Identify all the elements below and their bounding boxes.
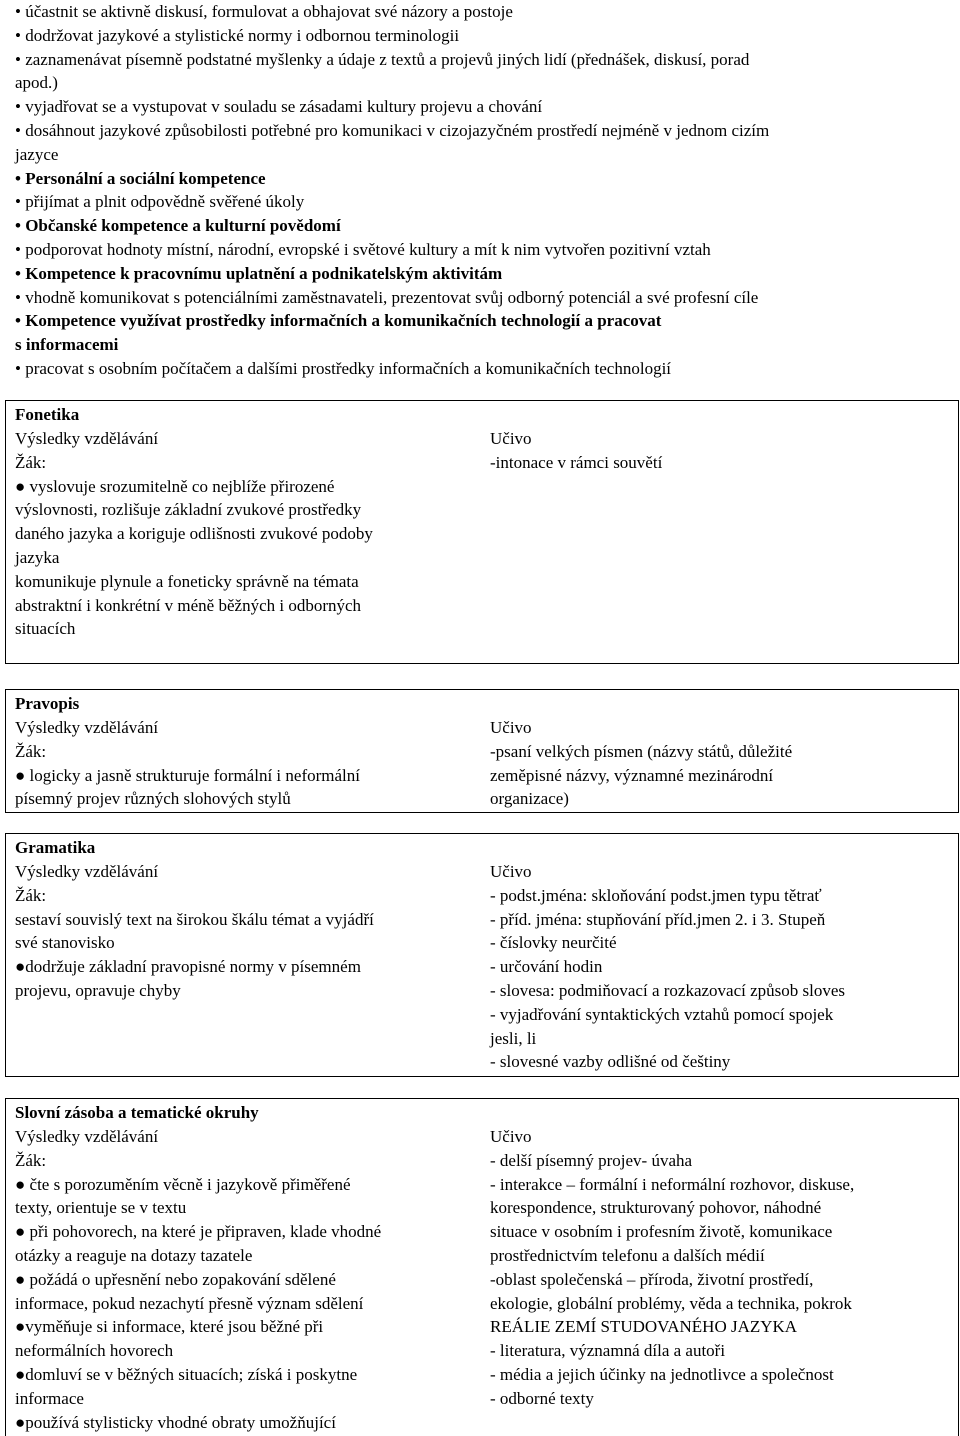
intro-line: jazyce [15, 144, 59, 164]
curriculum-header: Učivo [490, 429, 532, 448]
curriculum-line: - interakce – formální i neformální rozhovor, diskuse, [490, 1174, 855, 1194]
outcome-line: výslovnosti, rozlišuje základní zvukové prostředky [15, 500, 362, 520]
intro-line: • účastnit se aktivně diskusí, formulovat a obhajovat své názory a postoje [15, 2, 513, 21]
outcomes-column [15, 427, 475, 641]
intro-heading: • Personální a sociální kompetence [15, 168, 266, 188]
section-slovni-zasoba [5, 1098, 959, 1436]
outcome-line: jazyka [15, 547, 60, 567]
curriculum-line: zeměpisné názvy, významné mezinárodní [490, 765, 774, 785]
outcome-line: otázky a reaguje na dotazy tazatele [15, 1245, 253, 1265]
outcome-line: ●domluví se v běžných situacích; získá i poskytne [15, 1364, 358, 1384]
outcome-line: abstraktní i konkrétní v méně běžných i odborných [15, 595, 362, 615]
curriculum-header: Učivo [490, 718, 532, 737]
curriculum-line: - číslovky neurčité [490, 933, 617, 953]
competence-list [15, 0, 955, 381]
section-gramatika [5, 833, 959, 1077]
outcome-line: ● logicky a jasně strukturuje formální i neformální [15, 765, 360, 785]
outcome-line: ●používá stylisticky vhodné obraty umožňující [15, 1412, 336, 1432]
intro-line: apod.) [15, 73, 58, 93]
outcome-line: své stanovisko [15, 933, 115, 953]
curriculum-line: ekologie, globální problémy, věda a technika, pokrok [490, 1293, 852, 1313]
intro-line: • dodržovat jazykové a stylistické normy i odbornou terminologii [15, 25, 460, 45]
outcome-line: texty, orientuje se v textu [15, 1198, 187, 1218]
curriculum-column [490, 860, 950, 1074]
curriculum-line: situace v osobním i profesním životě, komunikace [490, 1222, 833, 1242]
intro-line: • pracovat s osobním počítačem a dalšími prostředky informačních a komunikačních technologií [15, 358, 672, 378]
curriculum-line: - určování hodin [490, 957, 603, 977]
intro-line: • vhodně komunikovat s potenciálními zaměstnavateli, prezentovat svůj odborný potenciál a své profesní cíle [15, 287, 759, 307]
intro-line: • vyjadřovat se a vystupovat v souladu se zásadami kultury projevu a chování [15, 97, 543, 117]
student-label: Žák: [15, 452, 47, 472]
curriculum-line: - slovesné vazby odlišné od češtiny [490, 1052, 731, 1072]
outcome-line: ● požádá o upřesnění nebo zopakování sdělené [15, 1269, 336, 1289]
outcome-line: ●dodržuje základní pravopisné normy v písemném [15, 957, 361, 977]
outcome-line: informace [15, 1388, 84, 1408]
intro-heading: s informacemi [15, 335, 119, 355]
curriculum-line: - média a jejich účinky na jednotlivce a společnost [490, 1364, 834, 1384]
student-label: Žák: [15, 1150, 47, 1170]
curriculum-line: -psaní velkých písmen (názvy států, důležité [490, 741, 793, 761]
outcome-line: ● vyslovuje srozumitelně co nejblíže přirozené [15, 476, 335, 496]
section-title: Slovní zásoba a tematické okruhy [15, 1103, 259, 1122]
outcome-line: situacích [15, 619, 76, 639]
outcome-line: ● čte s porozuměním věcně i jazykově přiměřené [15, 1174, 351, 1194]
intro-heading: • Kompetence k pracovnímu uplatnění a podnikatelským aktivitám [15, 263, 503, 283]
outcomes-header: Výsledky vzdělávání [15, 1127, 159, 1146]
curriculum-line: - odborné texty [490, 1388, 594, 1408]
curriculum-line: prostřednictvím telefonu a dalších médií [490, 1245, 765, 1265]
student-label: Žák: [15, 885, 47, 905]
outcomes-column [15, 1125, 475, 1434]
outcomes-header: Výsledky vzdělávání [15, 718, 159, 737]
outcomes-column [15, 860, 475, 1003]
curriculum-line: - vyjadřování syntaktických vztahů pomocí spojek [490, 1004, 834, 1024]
intro-line: • dosáhnout jazykové způsobilosti potřebné pro komunikaci v cizojazyčném prostředí nejméně v jednom cizím [15, 120, 770, 140]
curriculum-column [490, 427, 950, 475]
student-label: Žák: [15, 741, 47, 761]
outcomes-header: Výsledky vzdělávání [15, 429, 159, 448]
section-title: Gramatika [15, 838, 96, 857]
section-pravopis [5, 689, 959, 813]
intro-line: • podporovat hodnoty místní, národní, evropské i světové kultury a mít k nim vytvořen pozitivní vztah [15, 239, 711, 259]
curriculum-line: korespondence, strukturovaný pohovor, náhodné [490, 1198, 822, 1218]
section-title: Pravopis [15, 694, 80, 713]
curriculum-line: organizace) [490, 789, 569, 809]
curriculum-header: Učivo [490, 1127, 532, 1146]
curriculum-line: - podst.jména: skloňování podst.jmen typu tětrať [490, 885, 822, 905]
outcome-line: projevu, opravuje chyby [15, 980, 181, 1000]
curriculum-line: -intonace v rámci souvětí [490, 452, 663, 472]
intro-line: • přijímat a plnit odpovědně svěřené úkoly [15, 192, 305, 212]
intro-line: • zaznamenávat písemně podstatné myšlenky a údaje z textů a projevů jiných lidí (přednášek, diskusí, porad [15, 49, 750, 69]
curriculum-line: jesli, li [490, 1028, 537, 1048]
curriculum-line: - literatura, významná díla a autoři [490, 1341, 726, 1361]
intro-heading: • Kompetence využívat prostředky informačních a komunikačních technologií a pracovat [15, 311, 662, 331]
curriculum-line: REÁLIE ZEMÍ STUDOVANÉHO JAZYKA [490, 1317, 798, 1337]
curriculum-line: - slovesa: podmiňovací a rozkazovací způsob sloves [490, 980, 846, 1000]
curriculum-header: Učivo [490, 862, 532, 881]
curriculum-line: - delší písemný projev- úvaha [490, 1150, 693, 1170]
curriculum-column [490, 716, 950, 811]
outcome-line: ● při pohovorech, na které je připraven, klade vhodné [15, 1222, 382, 1242]
outcome-line: informace, pokud nezachytí přesně význam sdělení [15, 1293, 364, 1313]
outcomes-header: Výsledky vzdělávání [15, 862, 159, 881]
curriculum-column [490, 1125, 950, 1411]
intro-heading: • Občanské kompetence a kulturní povědomí [15, 216, 341, 236]
outcome-line: neformálních hovorech [15, 1341, 174, 1361]
outcome-line: ●vyměňuje si informace, které jsou běžné při [15, 1317, 324, 1337]
outcome-line: daného jazyka a koriguje odlišnosti zvukové podoby [15, 524, 373, 544]
curriculum-line: -oblast společenská – příroda, životní prostředí, [490, 1269, 814, 1289]
section-title: Fonetika [15, 405, 80, 424]
outcome-line: komunikuje plynule a foneticky správně na témata [15, 571, 359, 591]
outcome-line: písemný projev různých slohových stylů [15, 789, 291, 809]
curriculum-line: - příd. jména: stupňování příd.jmen 2. i 3. Stupeň [490, 909, 826, 929]
section-fonetika [5, 400, 959, 664]
outcomes-column [15, 716, 475, 811]
outcome-line: sestaví souvislý text na širokou škálu témat a vyjádří [15, 909, 374, 929]
